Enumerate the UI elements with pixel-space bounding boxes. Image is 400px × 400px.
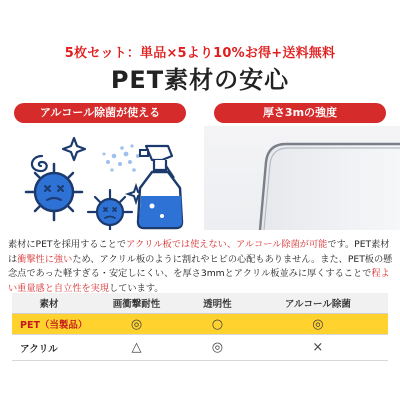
rating-cell: ◎: [86, 314, 187, 335]
promo-line: 5枚セット：単品×5より10%お得+送料無料: [64, 46, 336, 61]
column-header: 透明性: [187, 293, 248, 314]
rating-cell: △: [86, 335, 187, 361]
comparison-table: [12, 293, 388, 361]
rating-cell: ○: [187, 314, 248, 335]
spray-bottle-icon: [138, 146, 182, 228]
description: [8, 238, 394, 296]
row-header: PET（当製品）: [12, 314, 86, 335]
column-header: アルコール除菌: [248, 293, 388, 314]
column-header: 素材: [12, 293, 86, 314]
table-row-acrylic: [12, 335, 388, 361]
rating-cell: ◎: [248, 314, 388, 335]
rating-cell: ×: [248, 335, 388, 361]
germ-icon: [26, 164, 82, 220]
table-row-pet: [12, 314, 388, 335]
column-header: 画衝撃耐性: [86, 293, 187, 314]
description-highlight: 衝撃性に強い: [17, 253, 73, 265]
description-text: です。PET素材は: [8, 239, 390, 265]
description-text: 素材にPETを採用することで: [8, 239, 127, 250]
panel-edge-drawing: [204, 126, 400, 230]
description-text: ため、アクリル板のように割れやヒビの心配もありません。また、PET板の懸念点であった軽すぎる・安定しにくい、を厚さ3mmとアクリル板並みに厚くすることで: [8, 253, 393, 279]
clear-panel-image: [204, 126, 400, 230]
description-text: しています。: [109, 282, 164, 294]
swirl-icon: [32, 156, 47, 171]
rating-cell: ◎: [187, 335, 248, 361]
page-title: PET素材の安心: [110, 66, 290, 94]
mist-dots: [103, 144, 141, 171]
row-header: アクリル: [12, 335, 86, 361]
description-highlight: アクリル板では使えない、アルコール除菌が可能: [126, 239, 328, 250]
table-header-row: [12, 293, 388, 314]
description-highlight: 程よい重量感と自立性を実現: [8, 268, 390, 294]
feature-label-alcohol: アルコール除菌が使える: [14, 103, 186, 123]
feature-label-thickness: 厚さ3mの強度: [214, 103, 386, 123]
sparkle-icon: [63, 138, 85, 160]
disinfection-illustration: [12, 126, 200, 230]
germ-icon: [88, 190, 132, 230]
